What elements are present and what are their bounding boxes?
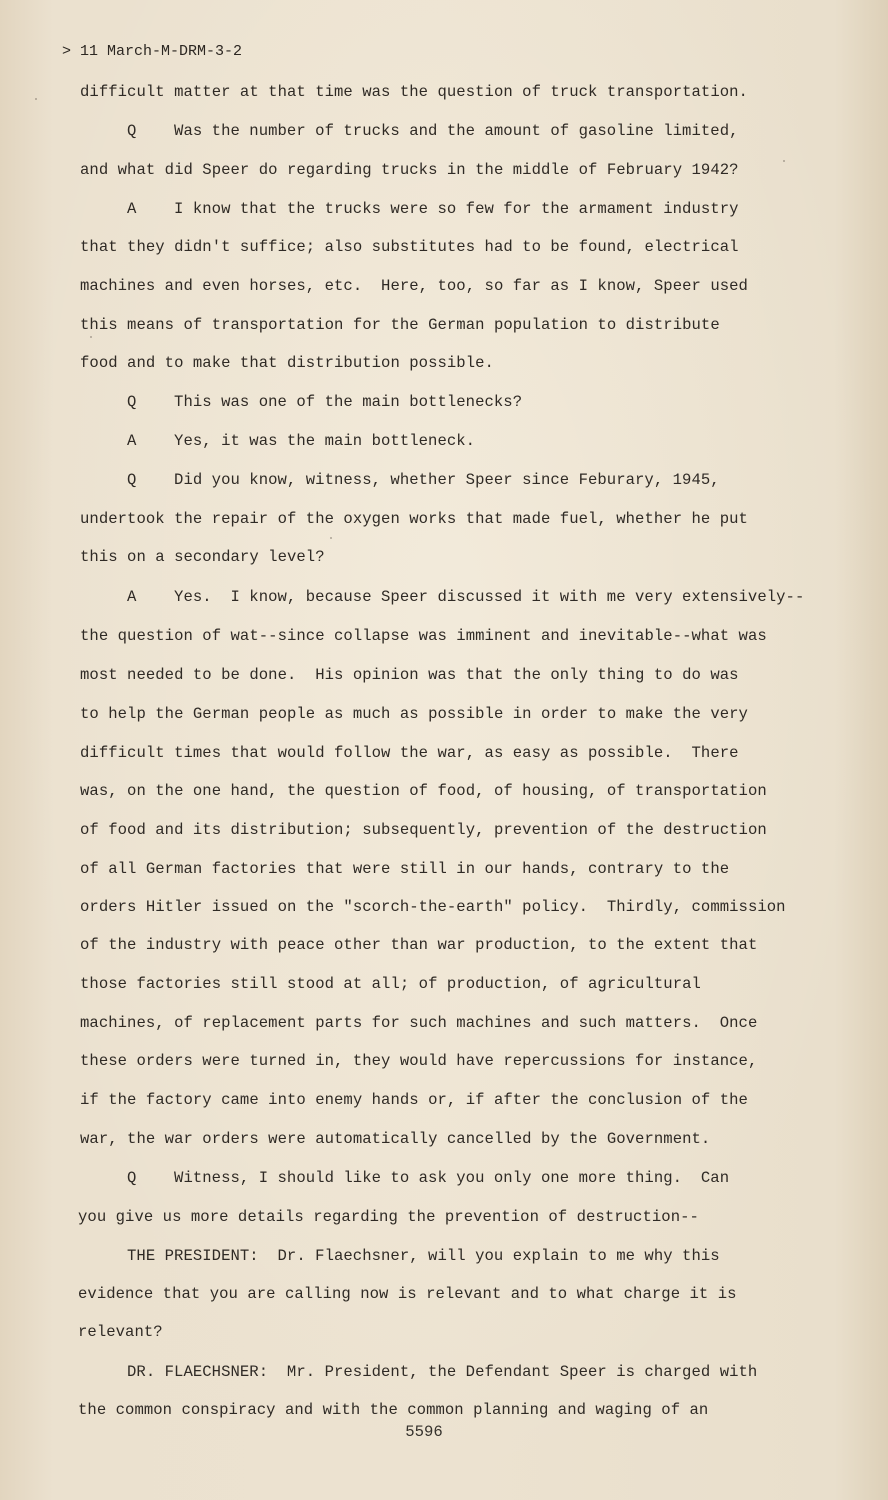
text-line: orders Hitler issued on the "scorch-the-earth" policy. Thirdly, commission: [80, 898, 786, 916]
text-line: undertook the repair of the oxygen works that made fuel, whether he put: [80, 510, 748, 528]
text-line: Q This was one of the main bottlenecks?: [127, 393, 523, 411]
text-line: of the industry with peace other than war production, to the extent that: [80, 936, 758, 954]
text-line: Q Did you know, witness, whether Speer since Feburary, 1945,: [127, 471, 720, 489]
text-line: A I know that the trucks were so few for the armament industry: [127, 200, 739, 218]
text-line: Q Was the number of trucks and the amount of gasoline limited,: [127, 122, 739, 140]
text-line: A Yes. I know, because Speer discussed it with me very extensively--: [127, 588, 805, 606]
text-line: these orders were turned in, they would have repercussions for instance,: [80, 1052, 758, 1070]
paper-speck: [783, 160, 785, 162]
text-line: of all German factories that were still in our hands, contrary to the: [80, 860, 730, 878]
text-line: the common conspiracy and with the common planning and waging of an: [78, 1401, 709, 1419]
text-line: was, on the one hand, the question of food, of housing, of transportation: [80, 782, 767, 800]
page-header: > 11 March-M-DRM-3-2: [62, 43, 243, 60]
text-line: food and to make that distribution possible.: [80, 354, 494, 372]
text-line: difficult times that would follow the war, as easy as possible. There: [80, 744, 739, 762]
paper-speck: [35, 98, 37, 100]
text-line: you give us more details regarding the prevention of destruction--: [78, 1208, 699, 1226]
text-line: this on a secondary level?: [80, 548, 325, 566]
text-line: this means of transportation for the German population to distribute: [80, 316, 720, 334]
text-line: the question of wat--since collapse was imminent and inevitable--what was: [80, 627, 767, 645]
text-line: Q Witness, I should like to ask you only one more thing. Can: [127, 1169, 730, 1187]
text-line: and what did Speer do regarding trucks in the middle of February 1942?: [80, 161, 739, 179]
paper-speck: [330, 537, 332, 539]
text-line: if the factory came into enemy hands or, if after the conclusion of the: [80, 1091, 748, 1109]
text-line: DR. FLAECHSNER: Mr. President, the Defendant Speer is charged with: [127, 1363, 758, 1381]
text-line: difficult matter at that time was the question of truck transportation.: [80, 83, 748, 101]
page-number: 5596: [405, 1423, 443, 1441]
text-line: that they didn't suffice; also substitutes had to be found, electrical: [80, 238, 739, 256]
text-line: machines and even horses, etc. Here, too, so far as I know, Speer used: [80, 277, 748, 295]
text-line: to help the German people as much as possible in order to make the very: [80, 705, 748, 723]
text-line: relevant?: [78, 1323, 163, 1341]
text-line: those factories still stood at all; of production, of agricultural: [80, 975, 701, 993]
text-line: THE PRESIDENT: Dr. Flaechsner, will you explain to me why this: [127, 1247, 720, 1265]
paper-speck: [90, 336, 92, 338]
text-line: machines, of replacement parts for such machines and such matters. Once: [80, 1014, 758, 1032]
text-line: A Yes, it was the main bottleneck.: [127, 432, 476, 450]
text-line: evidence that you are calling now is relevant and to what charge it is: [78, 1285, 737, 1303]
text-line: of food and its distribution; subsequently, prevention of the destruction: [80, 821, 767, 839]
text-line: war, the war orders were automatically cancelled by the Government.: [80, 1130, 711, 1148]
text-line: most needed to be done. His opinion was that the only thing to do was: [80, 666, 739, 684]
